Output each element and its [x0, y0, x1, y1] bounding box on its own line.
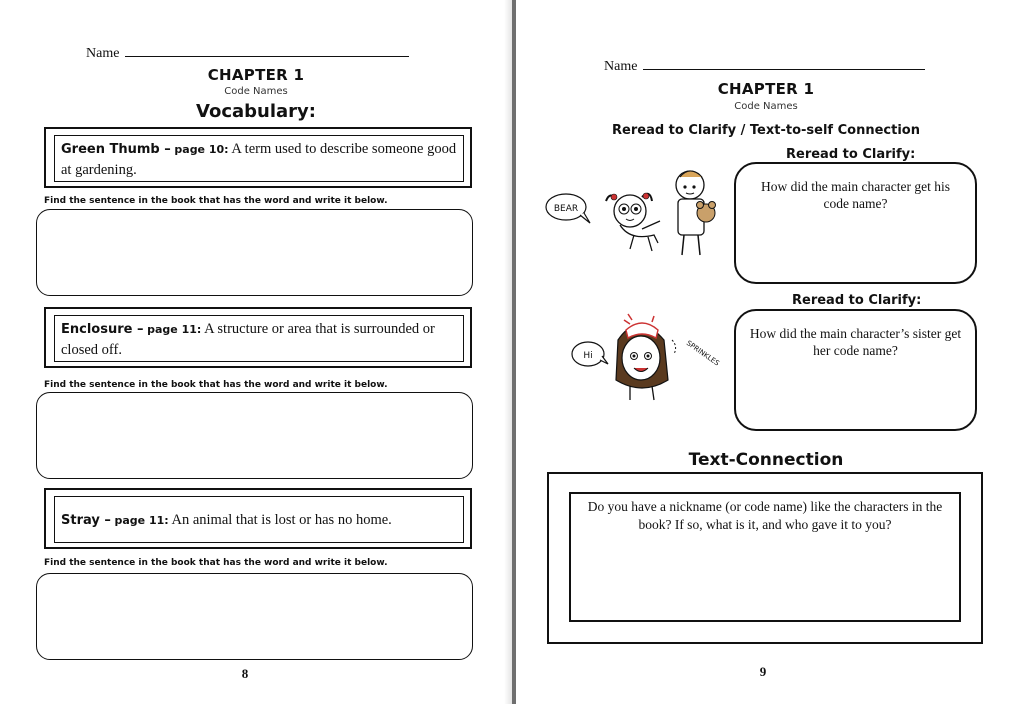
vocab-card-green-thumb — [44, 127, 472, 188]
page-number: 9 — [759, 664, 767, 679]
reread-label: Reread to Clarify: — [792, 293, 922, 308]
vocabulary-heading: Vocabulary: — [196, 101, 316, 122]
answer-box-green-thumb[interactable] — [36, 209, 473, 296]
chapter-title: CHAPTER 1 — [207, 66, 305, 84]
page-number: 8 — [241, 666, 249, 681]
name-label: Name — [86, 46, 120, 61]
question-text: How did the main character get his code name? — [761, 179, 950, 211]
chapter-subtitle: Code Names — [224, 86, 288, 97]
bubble-text: Hi — [583, 351, 593, 361]
spine-shadow — [504, 0, 512, 704]
vocab-definition: A term used to describe someone good at gardening. — [61, 141, 457, 178]
question-text: How did the main character’s sister get her code name? — [749, 326, 962, 358]
vocab-term: Enclosure – — [61, 322, 144, 337]
vocab-term: Stray – — [61, 513, 111, 528]
connection-question: Do you have a nickname (or code name) like the characters in the book? If so, what is it, and who gave it to you? — [587, 499, 943, 532]
name-field[interactable] — [604, 59, 925, 75]
vocab-term: Green Thumb – — [61, 142, 171, 157]
vocab-page-ref: page 11: — [147, 323, 202, 336]
answer-box-stray[interactable] — [36, 573, 473, 660]
vocab-instruction: Find the sentence in the book that has the word and write it below. — [44, 380, 388, 390]
vocab-page-ref: page 11: — [114, 514, 169, 527]
right-page — [516, 0, 1024, 704]
chapter-subtitle: Code Names — [734, 101, 798, 112]
vocab-page-ref: page 10: — [174, 143, 229, 156]
text-connection-heading: Text-Connection — [688, 450, 844, 470]
name-field[interactable] — [86, 46, 409, 62]
bubble-text: BEAR — [553, 204, 579, 214]
vocab-instruction: Find the sentence in the book that has the word and write it below. — [44, 196, 388, 206]
sister-illustration — [568, 300, 728, 410]
vocab-definition-box — [54, 135, 464, 182]
vocab-instruction: Find the sentence in the book that has the word and write it below. — [44, 558, 388, 568]
chapter-title: CHAPTER 1 — [717, 80, 815, 98]
vocab-definition-box — [54, 315, 464, 362]
vocab-definition: An animal that is lost or has no home. — [171, 512, 392, 528]
question-box-sister-code-name[interactable] — [734, 309, 977, 431]
text-connection-answer-box[interactable] — [569, 492, 961, 622]
section-heading: Reread to Clarify / Text-to-self Connection — [612, 123, 920, 138]
vocab-definition-box — [54, 496, 464, 543]
vocab-definition: A structure or area that is surrounded or closed off. — [61, 321, 435, 358]
kids-bear-illustration — [534, 163, 734, 263]
vocab-card-stray — [44, 488, 472, 549]
sprinkles-label: SPRINKLES — [684, 339, 721, 368]
text-connection-frame — [547, 472, 983, 644]
answer-box-enclosure[interactable] — [36, 392, 473, 479]
kids-bear-drawing — [534, 163, 734, 263]
question-box-code-name[interactable] — [734, 162, 977, 284]
reread-label: Reread to Clarify: — [786, 147, 916, 162]
sister-drawing — [568, 300, 728, 410]
vocab-card-enclosure — [44, 307, 472, 368]
name-underline[interactable] — [125, 56, 409, 57]
name-label: Name — [604, 59, 638, 74]
name-underline[interactable] — [643, 69, 925, 70]
